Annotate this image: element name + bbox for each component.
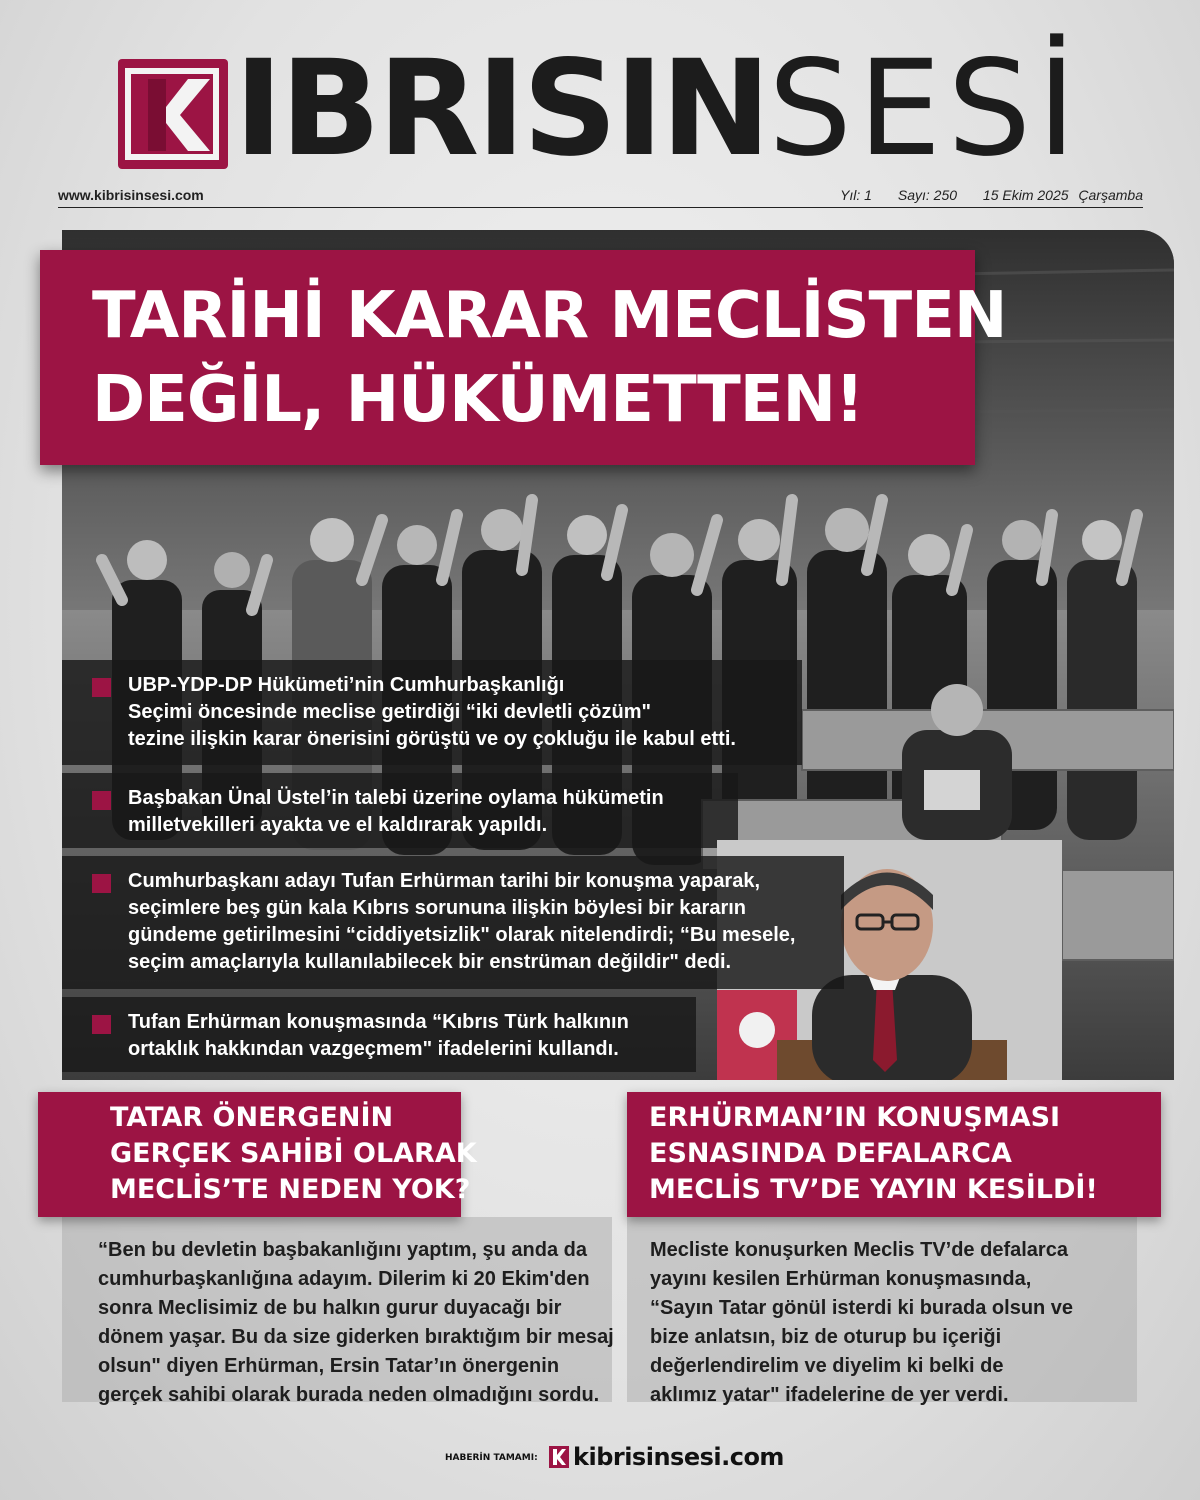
footer	[445, 1443, 784, 1473]
issue-year: Yıl: 1	[840, 187, 872, 203]
body-line: gerçek sahibi olarak burada neden olmadığını sordu.	[98, 1384, 600, 1406]
title-line: TATAR ÖNERGENİN	[110, 1102, 394, 1133]
body-line: bize anlatsın, biz de oturup bu içeriği	[650, 1326, 1002, 1348]
logo-k-mark	[118, 59, 228, 169]
right-section-title-box	[627, 1092, 1161, 1217]
bullet-line: UBP-YDP-DP Hükümeti’nin Cumhurbaşkanlığı	[128, 674, 565, 696]
bullet-line: seçimlere beş gün kala Kıbrıs sorununa ilişkin böylesi bir kararın	[128, 897, 747, 919]
left-section-title-box	[38, 1092, 477, 1217]
title-line: GERÇEK SAHİBİ OLARAK	[110, 1138, 477, 1169]
headline-banner	[40, 250, 1007, 465]
body-line: “Ben bu devletin başbakanlığını yaptım, şu anda da	[98, 1239, 587, 1261]
logo-wordmark	[234, 32, 1083, 186]
title-line: ESNASINDA DEFALARCA	[649, 1138, 1012, 1169]
issue-date: 15 Ekim 2025	[982, 187, 1069, 203]
bullet-line: milletvekilleri ayakta ve el kaldırarak yapıldı.	[128, 814, 548, 836]
bullet-line: gündeme getirilmesini “ciddiyetsizlik" olarak nitelendirdi; “Bu mesele,	[128, 924, 796, 946]
bullet-line: tezine ilişkin karar önerisini görüştü ve oy çokluğu ile kabul etti.	[128, 728, 736, 750]
title-line: MECLİS’TE NEDEN YOK?	[110, 1174, 471, 1205]
bullet-square-icon	[92, 874, 111, 893]
logo-bold-part: IBRISIN	[234, 32, 769, 186]
bullet-square-icon	[92, 791, 111, 810]
logo-thin-part: SESİ	[768, 32, 1083, 186]
issue-weekday: Çarşamba	[1078, 187, 1143, 203]
body-line: cumhurbaşkanlığına adayım. Dilerim ki 20 Ekim'den	[98, 1268, 590, 1290]
bullet-square-icon	[92, 1015, 111, 1034]
body-line: değerlendirelim ve diyelim ki belki de	[650, 1355, 1004, 1377]
right-section-title	[649, 1100, 1098, 1208]
bullet-text	[128, 785, 664, 839]
footer-label: HABERİN TAMAMI:	[445, 1453, 538, 1463]
footer-k-logo-icon	[549, 1446, 569, 1468]
headline-line-1: TARİHİ KARAR MECLİSTEN	[92, 279, 1007, 353]
body-line: “Sayın Tatar gönül isterdi ki burada olsun ve	[650, 1297, 1074, 1319]
bullet-line: seçim amaçlarıyla kullanılabilecek bir enstrüman değildir" dedi.	[128, 951, 732, 973]
body-line: dönem yaşar. Bu da size giderken bıraktığım bir mesaj	[98, 1326, 614, 1348]
issue-meta-bar	[58, 185, 1143, 208]
logo-k-icon	[118, 59, 228, 169]
left-section-body	[98, 1236, 614, 1410]
body-line: aklımız yatar" ifadelerine de yer verdi.	[650, 1384, 1009, 1406]
bullet-text	[128, 672, 736, 753]
bullet-text	[128, 1009, 629, 1063]
bullet-line: Tufan Erhürman konuşmasında “Kıbrıs Türk halkının	[128, 1011, 629, 1033]
body-line: olsun" diyen Erhürman, Ersin Tatar’ın önergenin	[98, 1355, 560, 1377]
left-section-title	[110, 1100, 477, 1208]
issue-info	[818, 187, 1143, 203]
bullet-line: Seçimi öncesinde meclise getirdiği “iki devletli çözüm"	[128, 701, 651, 723]
masthead	[118, 32, 1098, 186]
headline-line-2: DEĞİL, HÜKÜMETTEN!	[92, 363, 864, 437]
bullet-item	[62, 997, 696, 1072]
bullet-item	[62, 773, 738, 848]
body-line: sonra Meclisimiz de bu halkın gurur duyacağı bir	[98, 1297, 562, 1319]
right-section-body	[650, 1236, 1073, 1410]
bullet-square-icon	[92, 678, 111, 697]
body-line: yayını kesilen Erhürman konuşmasında,	[650, 1268, 1032, 1290]
bullet-text	[128, 868, 795, 976]
headline	[92, 274, 1006, 442]
bullet-item	[62, 856, 844, 989]
footer-url[interactable]: kibrisinsesi.com	[573, 1443, 784, 1471]
bullet-line: Cumhurbaşkanı adayı Tufan Erhürman tarihi bir konuşma yaparak,	[128, 870, 761, 892]
bullet-item	[62, 660, 802, 765]
site-url[interactable]: www.kibrisinsesi.com	[58, 187, 204, 203]
title-line: MECLİS TV’DE YAYIN KESİLDİ!	[649, 1174, 1098, 1205]
bullet-line: Başbakan Ünal Üstel’in talebi üzerine oylama hükümetin	[128, 787, 664, 809]
body-line: Mecliste konuşurken Meclis TV’de defalarca	[650, 1239, 1068, 1261]
issue-number: Sayı: 250	[897, 187, 958, 203]
title-line: ERHÜRMAN’IN KONUŞMASI	[649, 1102, 1061, 1133]
bullet-line: ortaklık hakkından vazgeçmem" ifadelerini kullandı.	[128, 1038, 619, 1060]
